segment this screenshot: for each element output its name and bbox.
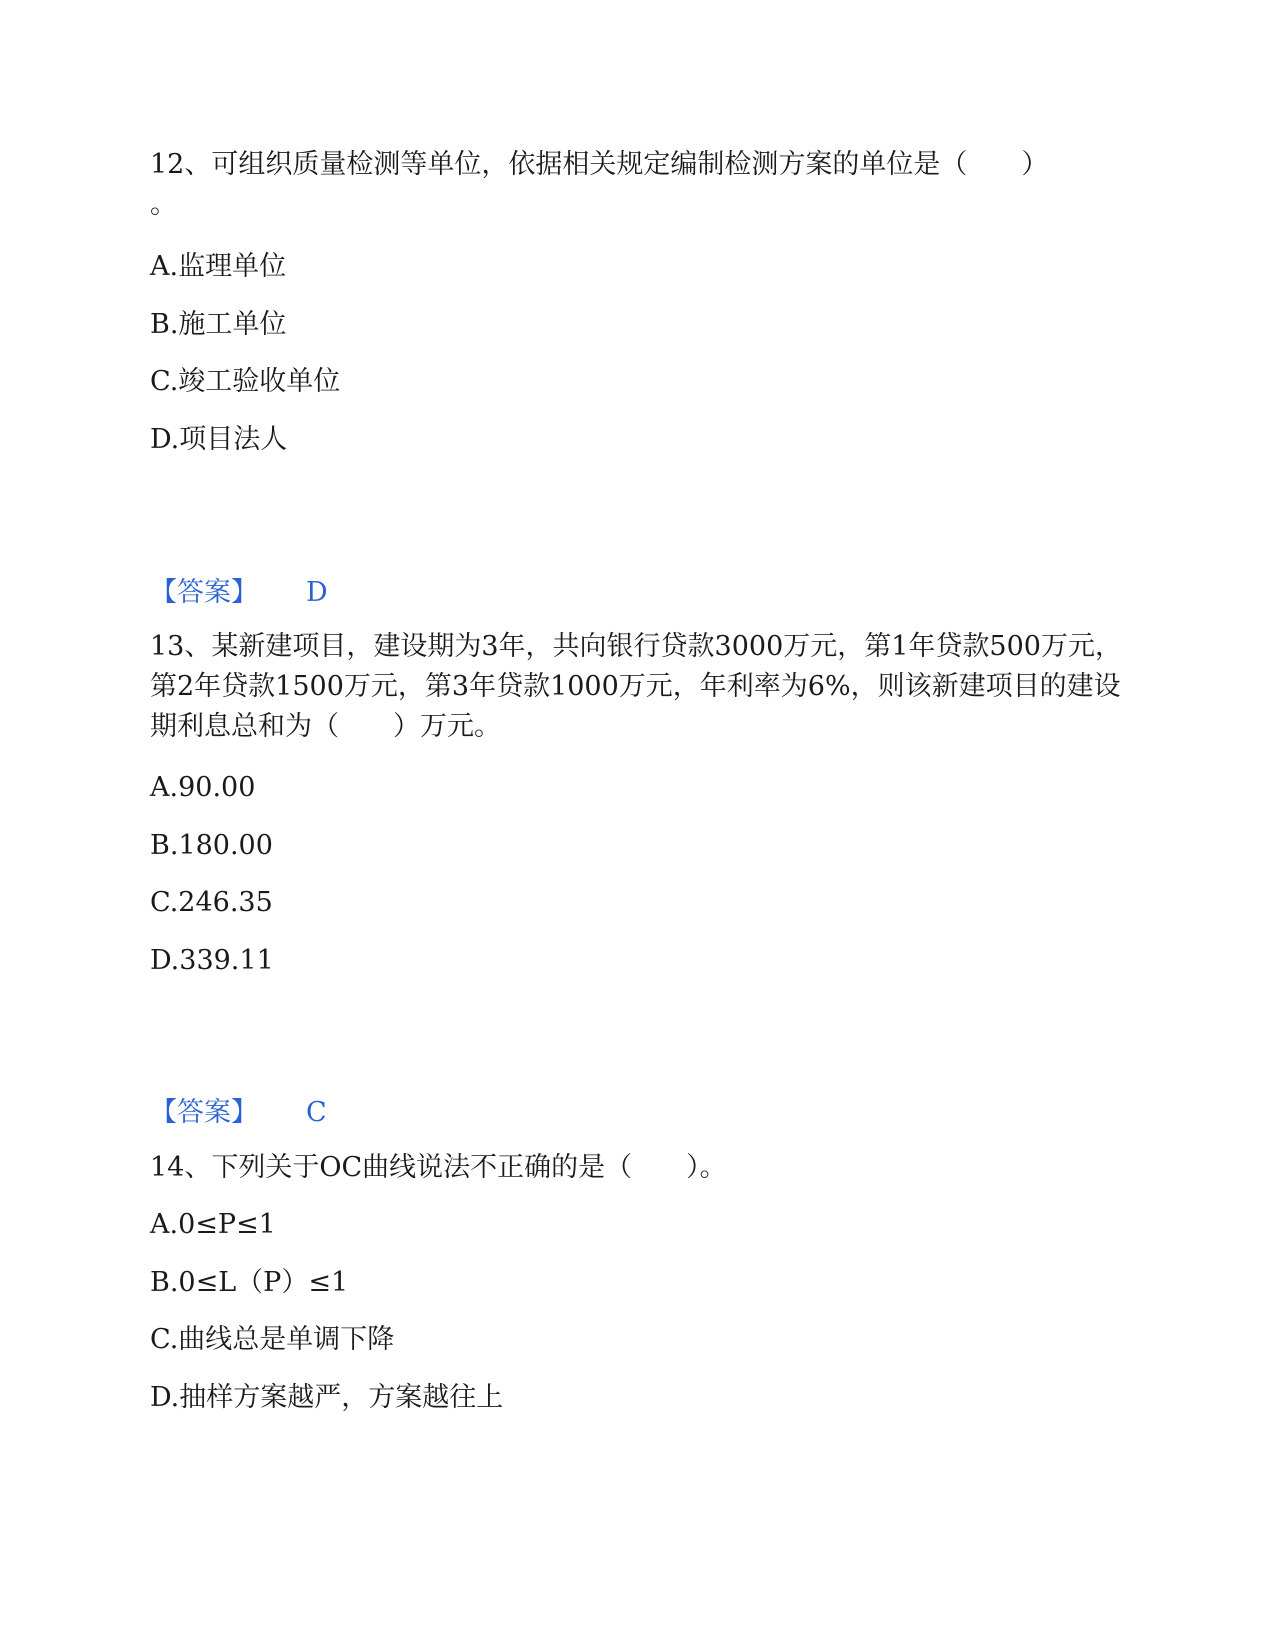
question-13-stem: 13、某新建项目，建设期为3年，共向银行贷款3000万元，第1年贷款500万元，第2年贷款1500万元，第3年贷款1000万元，年利率为6%，则该新建项目的建设期利息总和为（ ）万元。 (150, 631, 1122, 742)
question-14-option-c: C.曲线总是单调下降 (150, 1324, 395, 1355)
answer-label: 【答案】 (150, 1097, 258, 1128)
question-12 (150, 145, 1048, 225)
question-14-option-b: B.0≤L（P）≤1 (150, 1267, 349, 1298)
question-13-option-d: D.339.11 (150, 945, 274, 976)
answer-label: 【答案】 (150, 577, 258, 608)
answer-value: D (306, 577, 328, 608)
question-13 (150, 627, 1130, 747)
question-12-option-d: D.项目法人 (150, 424, 288, 455)
question-14-option-d: D.抽样方案越严，方案越往上 (150, 1382, 504, 1413)
question-12-answer (150, 573, 328, 613)
question-14 (150, 1148, 727, 1188)
question-12-option-b: B.施工单位 (150, 309, 287, 340)
question-13-option-a: A.90.00 (150, 772, 256, 803)
question-12-option-c: C.竣工验收单位 (150, 366, 341, 397)
question-13-option-c: C.246.35 (150, 887, 273, 918)
answer-value: C (306, 1097, 327, 1128)
question-13-answer (150, 1093, 327, 1133)
question-14-option-a: A.0≤P≤1 (150, 1209, 276, 1240)
question-14-stem: 14、下列关于OC曲线说法不正确的是（ ）。 (150, 1152, 727, 1183)
question-12-option-a: A.监理单位 (150, 251, 287, 282)
question-12-stem-trail: 。 (150, 189, 177, 220)
question-13-option-b: B.180.00 (150, 830, 273, 861)
question-12-stem: 12、可组织质量检测等单位，依据相关规定编制检测方案的单位是（ ） (150, 149, 1049, 180)
